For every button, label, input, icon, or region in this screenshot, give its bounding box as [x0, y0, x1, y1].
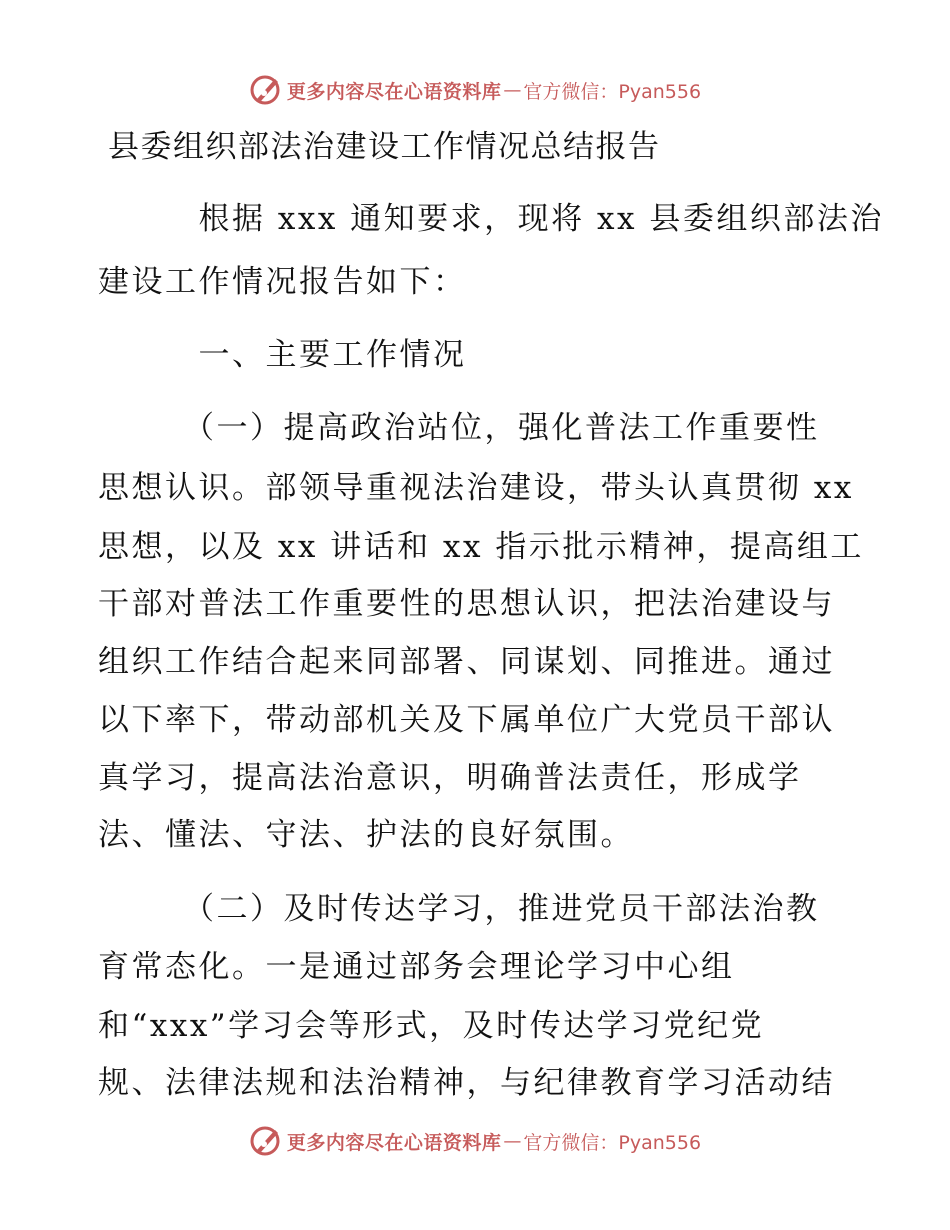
body-line: 思想，以及 xx 讲话和 xx 指示批示精神，提高组工 [98, 529, 864, 565]
pen-logo-icon [249, 73, 283, 107]
watermark-contact: 官方微信：Pyan556 [523, 1131, 702, 1154]
body-line: （二）及时传达学习，推进党员干部法治教 [98, 891, 820, 927]
body-line: 以下率下，带动部机关及下属单位广大党员干部认 [98, 702, 835, 738]
watermark-brand: 更多内容尽在心语资料库 [286, 80, 502, 103]
watermark-dash: — [503, 1130, 522, 1152]
watermark-header [0, 72, 950, 108]
body-line: 根据 xxx 通知要求，现将 xx 县委组织部法治 [98, 201, 884, 237]
watermark-dash: — [503, 79, 522, 101]
body-line: 规、法律法规和法治精神，与纪律教育学习活动结 [98, 1065, 835, 1101]
body-line: 法、懂法、守法、护法的良好氛围。 [98, 817, 634, 853]
body-line: 组织工作结合起来同部署、同谋划、同推进。通过 [98, 644, 835, 680]
body-line: 和“xxx”学习会等形式，及时传达学习党纪党 [98, 1008, 765, 1044]
pen-logo-icon [249, 1124, 283, 1158]
document-title: 县委组织部法治建设工作情况总结报告 [108, 129, 661, 165]
body-line: 思想认识。部领导重视法治建设，带头认真贯彻 xx [98, 470, 854, 506]
watermark-brand: 更多内容尽在心语资料库 [286, 1131, 502, 1154]
watermark-footer [0, 1123, 950, 1159]
body-line: 干部对普法工作重要性的思想认识，把法治建设与 [98, 586, 835, 622]
section-heading: 一、主要工作情况 [98, 337, 467, 373]
watermark-contact: 官方微信：Pyan556 [523, 80, 702, 103]
body-line: （一）提高政治站位，强化普法工作重要性 [98, 410, 820, 446]
body-line: 育常态化。一是通过部务会理论学习中心组 [98, 949, 735, 985]
body-line: 建设工作情况报告如下： [98, 264, 467, 300]
body-line: 真学习，提高法治意识，明确普法责任，形成学 [98, 760, 802, 796]
